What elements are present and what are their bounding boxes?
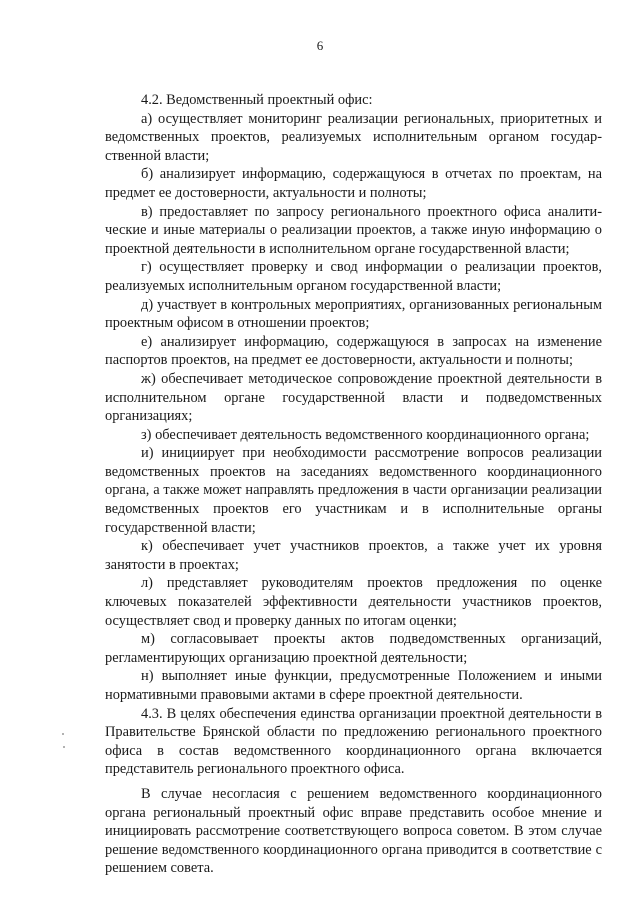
list-item-v: в) предоставляет по запросу регионального проектного офиса аналитические и иные материалы о реализации проектов, а также иную информацию о проектной деятельности в исполнительном органе государственной власти;: [105, 203, 602, 257]
list-item-n: н) выполняет иные функции, предусмотренные Положением и иными нормативными правовыми актами в сфере проектной деятельности.: [105, 668, 602, 703]
list-item-m: м) согласовывает проекты актов подведомственных организаций, регламентирующих организацию проектной деятельности;: [105, 631, 602, 666]
list-item-zh: ж) обеспечивает методическое сопровождение проектной деятельности в исполнительном органе государственной власти и подведомственных организациях;: [105, 370, 602, 425]
scan-speck: [63, 746, 65, 748]
list-item-e: е) анализирует информацию, содержащуюся в запросах на изменение паспортов проектов, на предмет ее достоверности, актуальности и полноты;: [105, 333, 602, 369]
closing-paragraph: В случае несогласия с решением ведомственного координационного органа региональный проектный офис вправе представить особое мнение и инициировать рассмотрение соответствующего вопроса советом. В этом случае решение ведомственного координационного органа приводится в соответствие с решением совета.: [105, 785, 602, 877]
list-item-b: б) анализирует информацию, содержащуюся в отчетах по проектам, на предмет ее достоверности, актуальности и полноты;: [105, 166, 602, 201]
page-number: 6: [316, 38, 324, 53]
list-item-a: а) осуществляет мониторинг реализации региональных, приоритетных и ведомственных проектов, реализуемых исполнительным органом государственной власти;: [105, 110, 602, 164]
list-item-z: з) обеспечивает деятельность ведомственного координационного органа;: [141, 426, 590, 443]
section-paragraph-4-3: 4.3. В целях обеспечения единства организации проектной деятельности в Правительстве Брянской области по предложению регионального проектного офиса в состав ведомственного координационного органа включается представитель регионального проектного офиса.: [105, 705, 602, 778]
document-body: [105, 91, 602, 878]
section-heading-4-2: 4.2. Ведомственный проектный офис:: [141, 92, 373, 108]
list-item-l: л) представляет руководителям проектов предложения по оценке ключевых показателей эффективности деятельности участников проектов, осуществляет свод и проверку данных по итогам оценки;: [105, 575, 602, 629]
list-item-d: д) участвует в контрольных мероприятиях, организованных региональным проектным офисом в отношении проектов;: [105, 296, 602, 332]
list-item-k: к) обеспечивает учет участников проектов, а также учет их уровня занятости в проектах;: [105, 538, 602, 573]
list-item-i: и) инициирует при необходимости рассмотрение вопросов реализации ведомственных проектов на заседаниях ведомственного координационного органа, а также может направлять предложения в части организации реализации ведомственных проектов его участникам и в исполнительные органы государственной власти;: [105, 445, 602, 536]
scan-speck: [62, 733, 64, 735]
list-item-g: г) осуществляет проверку и свод информации о реализации проектов, реализуемых исполнительным органом государственной власти;: [105, 259, 602, 294]
